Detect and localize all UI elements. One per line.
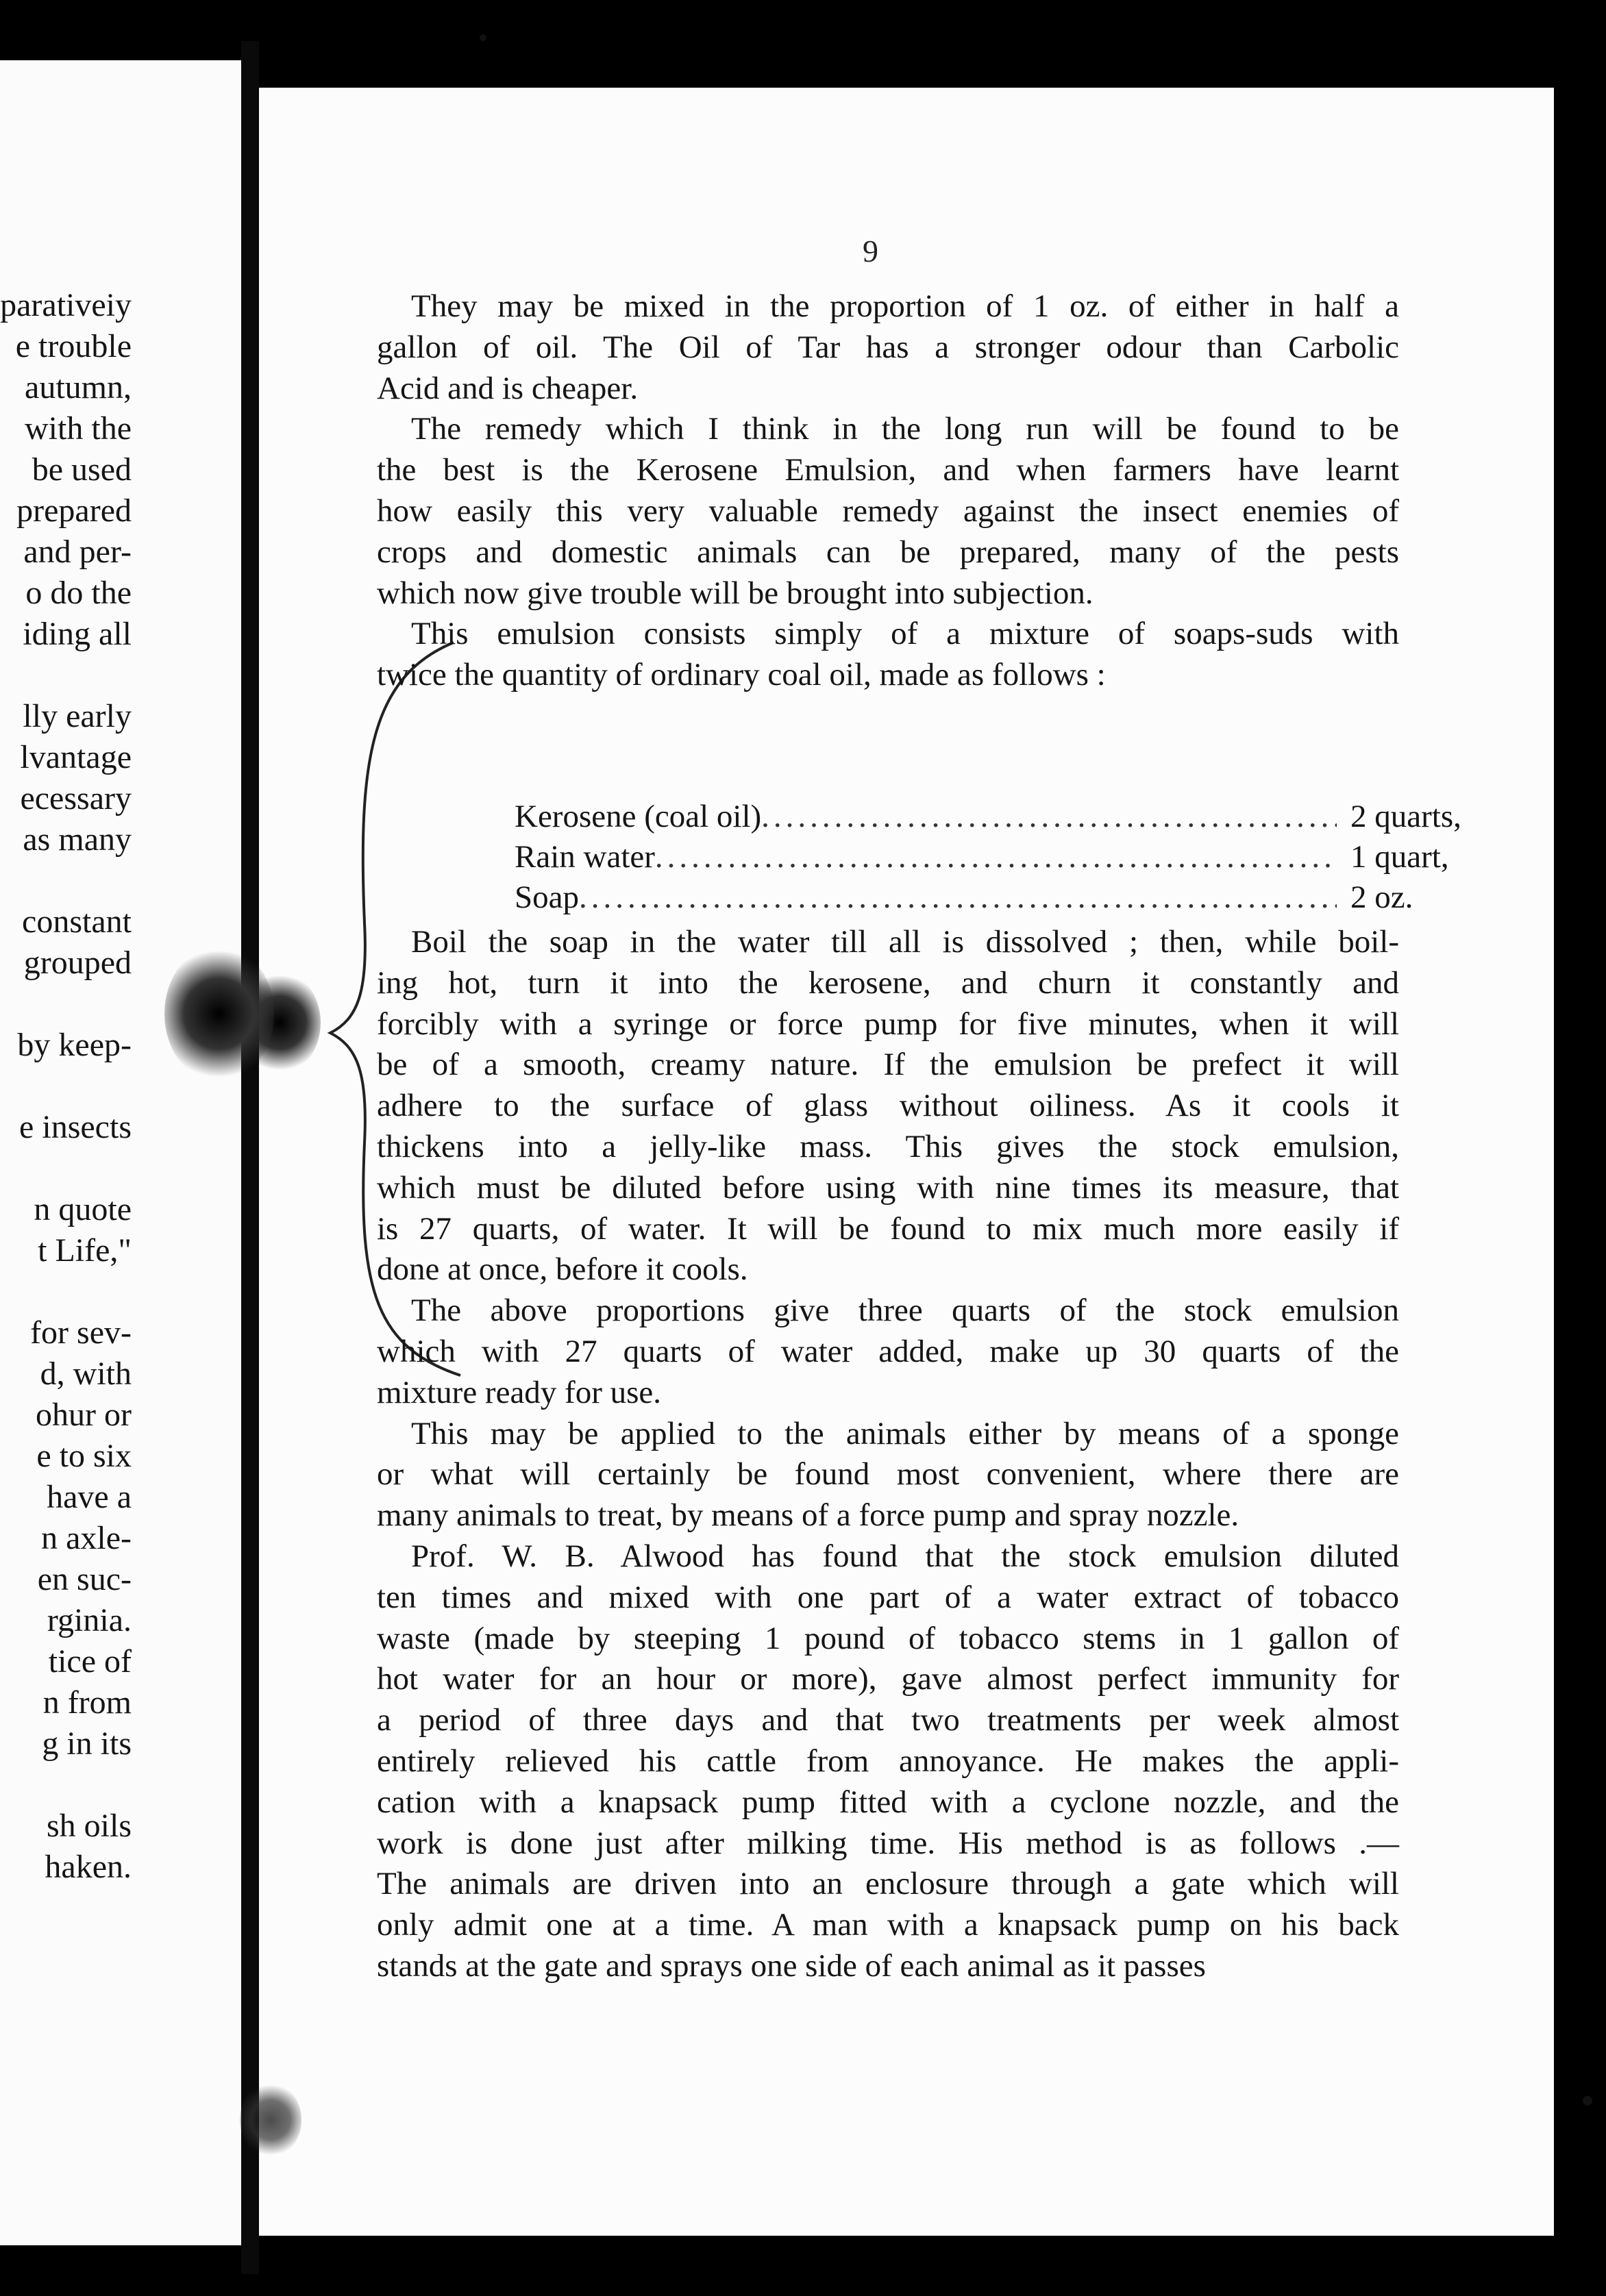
text-line: only admit one at a time. A man with a knapsack pump on his back: [377, 1907, 1399, 1943]
text-line: how easily this very valuable remedy against the insect enemies of: [377, 492, 1399, 529]
facing-page-line: as many: [23, 821, 132, 858]
scan-spot: [240, 2082, 301, 2158]
ingredient: Kerosene (coal oil): [515, 799, 762, 834]
text-line: Prof. W. B. Alwood has found that the stock emulsion diluted: [411, 1538, 1399, 1574]
text-line: work is done just after milking time. His method is as follows .—: [377, 1825, 1399, 1861]
facing-page-line: lvantage: [20, 739, 132, 775]
recipe-table: [515, 797, 1487, 918]
facing-page-line: e insects: [19, 1109, 132, 1145]
recipe-row: [515, 797, 1487, 837]
text-line: done at once, before it cools.: [377, 1251, 748, 1288]
text-line: thickens into a jelly-like mass. This gives the stock emulsion,: [377, 1128, 1399, 1164]
facing-page-line: o do the: [25, 575, 132, 611]
text-line: stands at the gate and sprays one side of each animal as it passes: [377, 1947, 1206, 1984]
text-line: mixture ready for use.: [377, 1374, 662, 1410]
recipe-row: [515, 877, 1487, 918]
text-line: Acid and is cheaper.: [377, 370, 639, 406]
quantity: 2 oz.: [1350, 879, 1413, 915]
facing-page-line: g in its: [42, 1725, 132, 1762]
text-line: crops and domestic animals can be prepared, many of the pests: [377, 534, 1399, 570]
facing-page-line: e to six: [36, 1438, 132, 1474]
text-line: which with 27 quarts of water added, make up 30 quarts of the: [377, 1333, 1399, 1369]
facing-page-fragment: [0, 60, 241, 2245]
paragraph: [377, 1536, 1399, 1987]
facing-page-line: iding all: [23, 616, 132, 652]
facing-page-line: haken.: [45, 1849, 132, 1885]
paragraph: [377, 1414, 1399, 1536]
quantity: 1 quart,: [1350, 839, 1449, 875]
text-line: which now give trouble will be brought into subjection.: [377, 575, 1094, 611]
text-line: adhere to the surface of glass without oiliness. As it cools it: [377, 1088, 1399, 1124]
leader-dots: [655, 837, 1337, 877]
text-line: This may be applied to the animals either by means of a sponge: [411, 1415, 1399, 1451]
text-line: which must be diluted before using with nine times its measure, that: [377, 1169, 1399, 1206]
paragraph: [377, 409, 1399, 614]
facing-page-line: be used: [32, 451, 132, 488]
facing-page-line: sh oils: [46, 1808, 132, 1844]
facing-page-line: e trouble: [15, 328, 132, 364]
paragraph: [377, 1290, 1399, 1413]
page-number: 9: [863, 234, 878, 269]
facing-page-line: ecessary: [20, 780, 132, 816]
facing-page-line: autumn,: [25, 369, 132, 405]
text-line: twice the quantity of ordinary coal oil, made as follows :: [377, 657, 1106, 693]
facing-page-line: n quote: [34, 1191, 132, 1227]
text-line: a period of three days and that two treatments per week almost: [377, 1702, 1399, 1738]
ingredient: Rain water: [515, 839, 655, 875]
text-line: Boil the soap in the water till all is dissolved ; then, while boil-: [411, 924, 1399, 960]
text-line: entirely relieved his cattle from annoyance. He makes the appli-: [377, 1743, 1399, 1779]
book-page: [259, 88, 1554, 2236]
facing-page-line: d, with: [40, 1356, 132, 1392]
facing-page-line: ohur or: [36, 1397, 132, 1433]
facing-page-line: en suc-: [37, 1561, 132, 1597]
recipe-row: [515, 837, 1487, 877]
ingredient: Soap: [515, 879, 579, 915]
facing-page-line: have a: [47, 1479, 132, 1515]
facing-page-line: n axle-: [41, 1520, 132, 1556]
text-line: waste (made by steeping 1 pound of tobacco stems in 1 gallon of: [377, 1620, 1399, 1656]
facing-page-line: with the: [25, 410, 132, 447]
facing-page-line: tice of: [48, 1643, 132, 1680]
text-line: is 27 quarts, of water. It will be found to mix much more easily if: [377, 1210, 1399, 1247]
text-line: be of a smooth, creamy nature. If the emulsion be prefect it will: [377, 1047, 1399, 1083]
facing-page-line: rginia.: [47, 1602, 132, 1638]
leader-dots: [761, 797, 1337, 837]
quantity: 2 quarts,: [1350, 799, 1461, 834]
text-line: They may be mixed in the proportion of 1 oz. of either in half a: [411, 288, 1399, 324]
scan-speck: [1583, 2096, 1592, 2106]
facing-page-line: by keep-: [17, 1027, 132, 1063]
paragraph: [377, 286, 1399, 409]
text-line: The above proportions give three quarts of the stock emulsion: [411, 1293, 1399, 1329]
text-line: This emulsion consists simply of a mixture of soaps-suds with: [411, 616, 1399, 652]
facing-page-line: lly early: [23, 698, 132, 734]
paragraph: [377, 614, 1399, 696]
text-line: The animals are driven into an enclosure through a gate which will: [377, 1866, 1399, 1902]
text-line: forcibly with a syringe or force pump for five minutes, when it will: [377, 1006, 1399, 1042]
text-line: gallon of oil. The Oil of Tar has a stronger odour than Carbolic: [377, 329, 1399, 365]
paragraph-block-top: [377, 286, 1399, 696]
scan-speck: [480, 34, 486, 41]
text-line: The remedy which I think in the long run will be found to be: [411, 411, 1399, 447]
facing-page-line: t Life,": [38, 1232, 132, 1269]
ink-blot-left: [164, 945, 274, 1082]
book-gutter: [241, 41, 259, 2274]
facing-page-line: grouped: [23, 945, 132, 981]
facing-page-line: parativeiy: [0, 287, 132, 323]
text-line: or what will certainly be found most convenient, where there are: [377, 1456, 1399, 1493]
leader-dots: [579, 877, 1337, 918]
facing-page-line: constant: [22, 903, 132, 940]
text-line: ten times and mixed with one part of a water extract of tobacco: [377, 1579, 1399, 1615]
text-line: ing hot, turn it into the kerosene, and churn it constantly and: [377, 964, 1399, 1001]
text-line: many animals to treat, by means of a force pump and spray nozzle.: [377, 1497, 1239, 1534]
facing-page-line: for sev-: [30, 1314, 132, 1351]
facing-page-line: prepared: [16, 492, 132, 529]
facing-page-line: n from: [42, 1684, 132, 1721]
paragraph: [377, 922, 1399, 1290]
text-line: the best is the Kerosene Emulsion, and when farmers have learnt: [377, 452, 1399, 488]
paragraph-block-bottom: [377, 922, 1399, 1987]
text-line: hot water for an hour or more), gave almost perfect immunity for: [377, 1661, 1399, 1697]
text-line: cation with a knapsack pump fitted with a cyclone nozzle, and the: [377, 1784, 1399, 1820]
facing-page-line: and per-: [23, 534, 132, 570]
